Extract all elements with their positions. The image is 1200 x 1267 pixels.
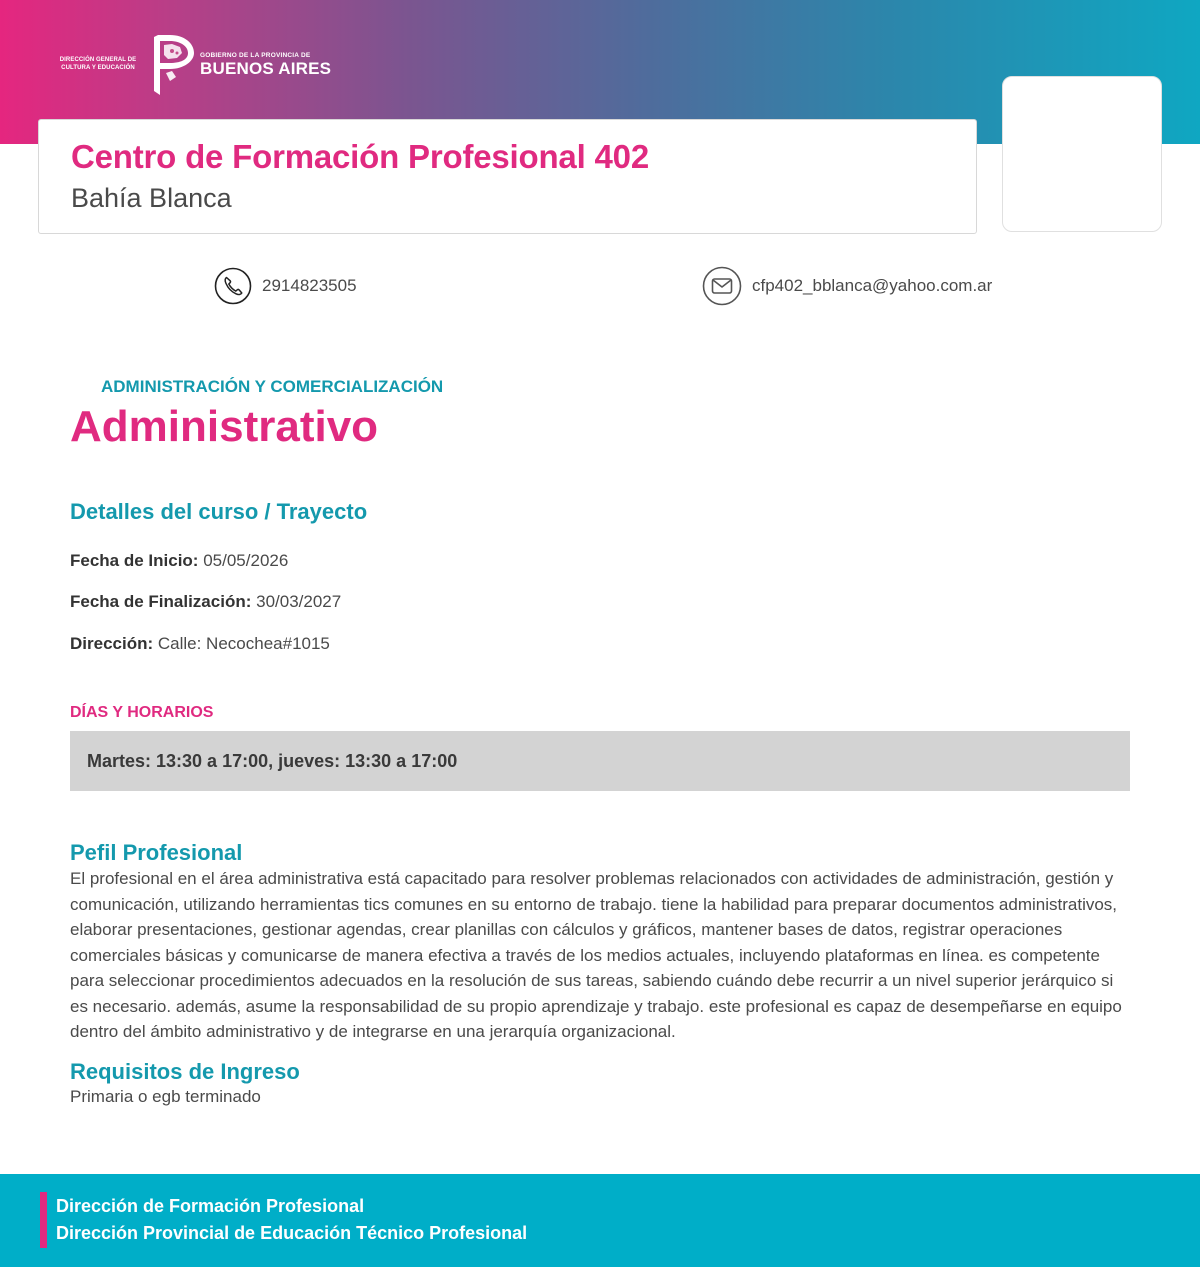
schedule-heading: DÍAS Y HORARIOS	[70, 704, 214, 721]
start-date-row	[70, 551, 288, 571]
address-label: Dirección:	[70, 634, 154, 653]
footer	[0, 1174, 1200, 1267]
requirements-heading: Requisitos de Ingreso	[70, 1059, 300, 1084]
end-date-label: Fecha de Finalización:	[70, 592, 252, 611]
photo-placeholder	[1002, 76, 1162, 232]
schedule-box	[70, 731, 1130, 791]
gob-logo-line1: GOBIERNO DE LA PROVINCIA DE	[200, 52, 311, 59]
gob-logo-line2: BUENOS AIRES	[200, 59, 332, 78]
dgce-logo-text: DIRECCIÓN GENERAL DE CULTURA Y EDUCACIÓN	[59, 57, 137, 71]
start-date-label: Fecha de Inicio:	[70, 551, 199, 570]
gob-logo-text	[200, 51, 331, 77]
end-date-row	[70, 592, 341, 612]
requirements-text: Primaria o egb terminado	[70, 1087, 261, 1106]
course-title: Administrativo	[70, 402, 379, 451]
phone-contact[interactable]	[214, 267, 357, 305]
footer-line-2: Dirección Provincial de Educación Técnico Profesional	[56, 1223, 528, 1243]
footer-line-1: Dirección de Formación Profesional	[56, 1196, 365, 1216]
envelope-icon	[702, 266, 742, 306]
end-date-value: 30/03/2027	[256, 592, 342, 611]
institution-city: Bahía Blanca	[71, 183, 232, 213]
footer-accent-bar	[40, 1192, 47, 1248]
phone-icon	[214, 267, 252, 305]
profile-heading: Pefil Profesional	[70, 840, 243, 865]
profile-text: El profesional en el área administrativa está capacitado para resolver problemas relacionados con actividades de administración, gestión y comunicación, utilizando herramientas tics comunes en su entorno de trabajo. tiene la habilidad para preparar documentos administrativos, elaborar presentaciones, gestionar agendas, crear planillas con cálculos y gráficos, mantener bases de datos, registrar operaciones comerciales básicas y comunicarse de manera efectiva a través de los medios actuales, incluyendo plataformas en línea. es competente para seleccionar procedimientos adecuados en la resolución de sus tareas, sabiendo cuándo debe recurrir a un nivel superior jerárquico si es necesario. además, asume la responsabilidad de su propio aprendizaje y trabajo. este profesional es capaz de desempeñarse en equipo dentro del ámbito administrativo y de integrarse en una jerarquía organizacional.	[70, 869, 1122, 1041]
government-logo	[58, 33, 331, 95]
phone-number: 2914823505	[262, 276, 357, 295]
institution-card	[38, 119, 977, 234]
address-row	[70, 634, 330, 654]
email-contact[interactable]	[702, 266, 992, 306]
schedule-value: Martes: 13:30 a 17:00, jueves: 13:30 a 17:00	[87, 751, 458, 771]
course-family: ADMINISTRACIÓN Y COMERCIALIZACIÓN	[101, 377, 444, 396]
institution-name: Centro de Formación Profesional 402	[71, 138, 649, 175]
details-heading: Detalles del curso / Trayecto	[70, 499, 368, 524]
address-value: Calle: Necochea#1015	[157, 634, 330, 653]
start-date-value: 05/05/2026	[203, 551, 289, 570]
email-address: cfp402_bblanca@yahoo.com.ar	[752, 276, 993, 295]
province-map-icon	[150, 33, 196, 95]
